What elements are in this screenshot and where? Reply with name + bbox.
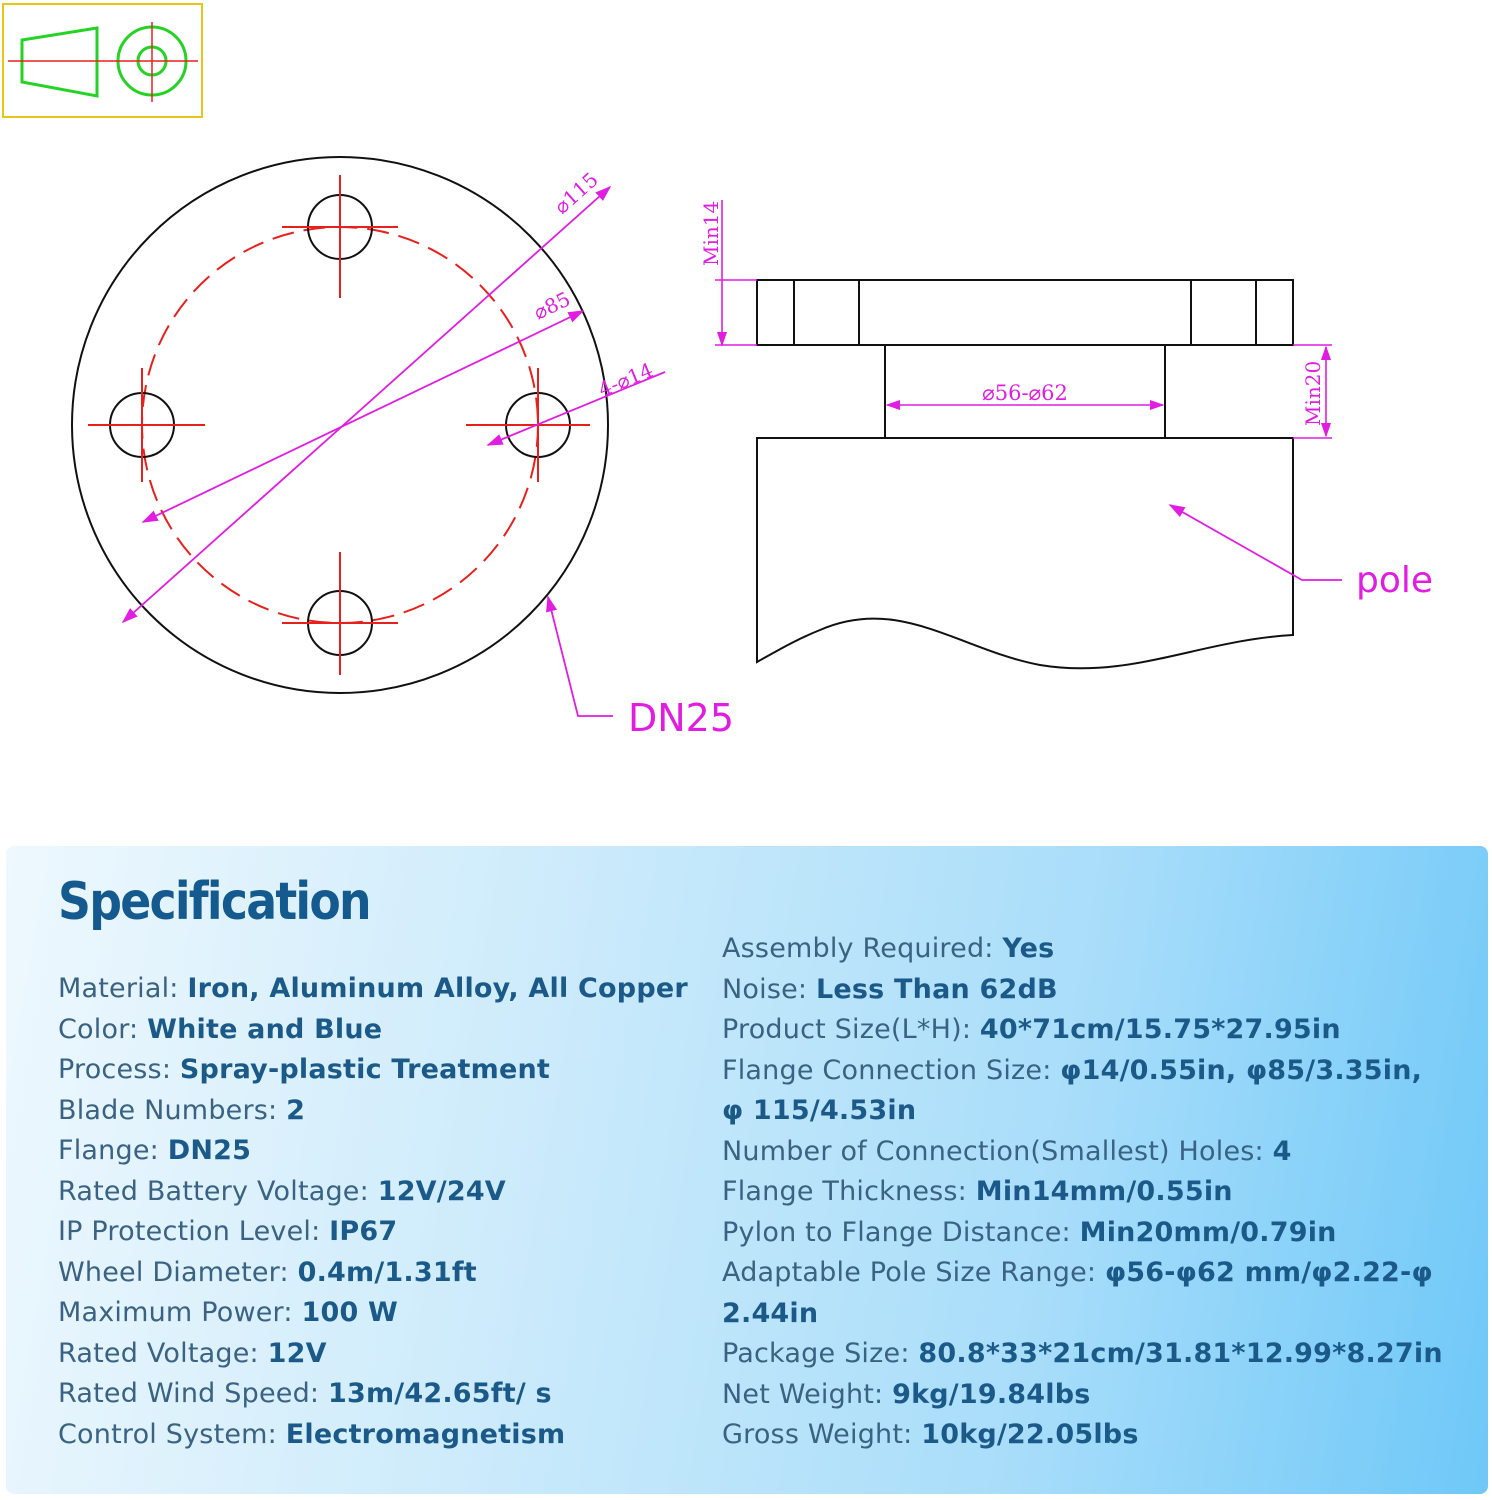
spec-value: 0.4m/1.31ft [297,1256,477,1288]
spec-row [58,1050,698,1091]
dim-label-min14: Min14 [699,200,723,266]
spec-value: 4 [1272,1135,1292,1167]
spec-value: 13m/42.65ft/ s [328,1378,552,1409]
spec-row [722,1375,1452,1416]
spec-label: Blade Numbers: [58,1094,287,1126]
spec-label: Number of Connection(Smallest) Holes: [722,1135,1273,1167]
flange-plate [757,280,1293,345]
spec-value: φ56-φ62 mm/φ2.22-φ 2.44in [722,1257,1433,1329]
dn25-leader [548,597,613,716]
dim-label-115: ⌀115 [549,167,603,219]
spec-label: Color: [58,1013,148,1045]
spec-row [58,1131,698,1172]
dim-label-85: ⌀85 [529,286,574,325]
dim-line-85 [143,311,583,522]
spec-label: Control System: [58,1418,286,1450]
spec-row [58,1415,698,1456]
spec-label: Gross Weight: [722,1419,922,1450]
spec-label: Rated Wind Speed: [58,1378,328,1409]
pole-label: pole [1356,560,1434,601]
spec-label: Flange: [58,1135,168,1166]
spec-row [58,1334,698,1375]
spec-label: Assembly Required: [722,933,1003,964]
spec-value: 2 [286,1094,306,1126]
dn25-label: DN25 [628,696,735,740]
spec-label: Rated Voltage: [58,1337,268,1369]
spec-label: Wheel Diameter: [58,1256,298,1288]
spec-label: Rated Battery Voltage: [58,1175,378,1207]
spec-value: 40*71cm/15.75*27.95in [979,1014,1341,1045]
spec-row [722,929,1452,970]
spec-row [58,1010,698,1051]
spec-value: Less Than 62dB [815,973,1058,1005]
spec-row [722,1334,1452,1375]
bolt-hole-bottom [282,552,398,675]
spec-label: Adaptable Pole Size Range: [722,1257,1105,1288]
spec-row [58,969,698,1010]
spec-value: 10kg/22.05lbs [921,1419,1139,1450]
spec-value: DN25 [167,1135,252,1166]
spec-label: IP Protection Level: [58,1216,330,1247]
spec-label: Net Weight: [722,1378,893,1410]
specification-title: Specification [58,872,370,932]
spec-list-right [722,929,1452,1456]
spec-label: Package Size: [722,1338,919,1369]
spec-value: Min14mm/0.55in [975,1176,1233,1207]
specification-panel [6,846,1488,1494]
spec-value: Iron, Aluminum Alloy, All Copper [187,973,688,1004]
spec-value: 100 W [301,1297,399,1328]
bolt-hole-right [466,368,590,482]
spec-label: Flange Thickness: [722,1176,976,1207]
flange-side-view [699,200,1433,668]
spec-row [58,1212,698,1253]
spec-row [58,1374,698,1415]
spec-row [722,1253,1452,1334]
spec-value: White and Blue [147,1013,383,1045]
spec-value: IP67 [329,1216,398,1247]
spec-row [58,1293,698,1334]
spec-row [722,1010,1452,1051]
spec-value: 80.8*33*21cm/31.81*12.99*8.27in [918,1338,1443,1369]
pole-leader [1170,505,1342,580]
dim-label-min20: Min20 [1301,360,1325,426]
bolt-hole-top [282,175,398,298]
spec-value: 9kg/19.84lbs [892,1378,1091,1410]
spec-label: Noise: [722,973,816,1005]
spec-label: Process: [58,1054,180,1085]
spec-row [722,970,1452,1011]
spec-row [58,1253,698,1294]
spec-row [58,1091,698,1132]
spec-row [722,1132,1452,1173]
dim-label-holes: 4-⌀14 [594,357,657,402]
spec-value: 12V/24V [377,1175,506,1207]
spec-row [722,1051,1452,1132]
pole-body [757,438,1293,668]
spec-label: Material: [58,973,188,1004]
spec-value: 12V [267,1337,327,1369]
spec-row [722,1172,1452,1213]
spec-label: Maximum Power: [58,1297,302,1328]
spec-row [722,1415,1452,1456]
spec-value: Spray-plastic Treatment [179,1054,551,1085]
spec-list-left [58,969,698,1455]
spec-value: φ14/0.55in, φ85/3.35in, φ 115/4.53in [722,1054,1423,1126]
spec-row [722,1213,1452,1254]
flange-top-view [72,157,734,740]
spec-value: Electromagnetism [285,1418,566,1450]
spec-label: Flange Connection Size: [722,1054,1061,1086]
spec-label: Pylon to Flange Distance: [722,1216,1080,1248]
cad-drawing-icon [3,4,202,117]
spec-value: Yes [1002,933,1055,964]
spec-row [58,1172,698,1213]
spec-value: Min20mm/0.79in [1079,1216,1337,1248]
dim-label-pole-range: ⌀56-⌀62 [982,381,1068,405]
spec-label: Product Size(L*H): [722,1014,980,1045]
